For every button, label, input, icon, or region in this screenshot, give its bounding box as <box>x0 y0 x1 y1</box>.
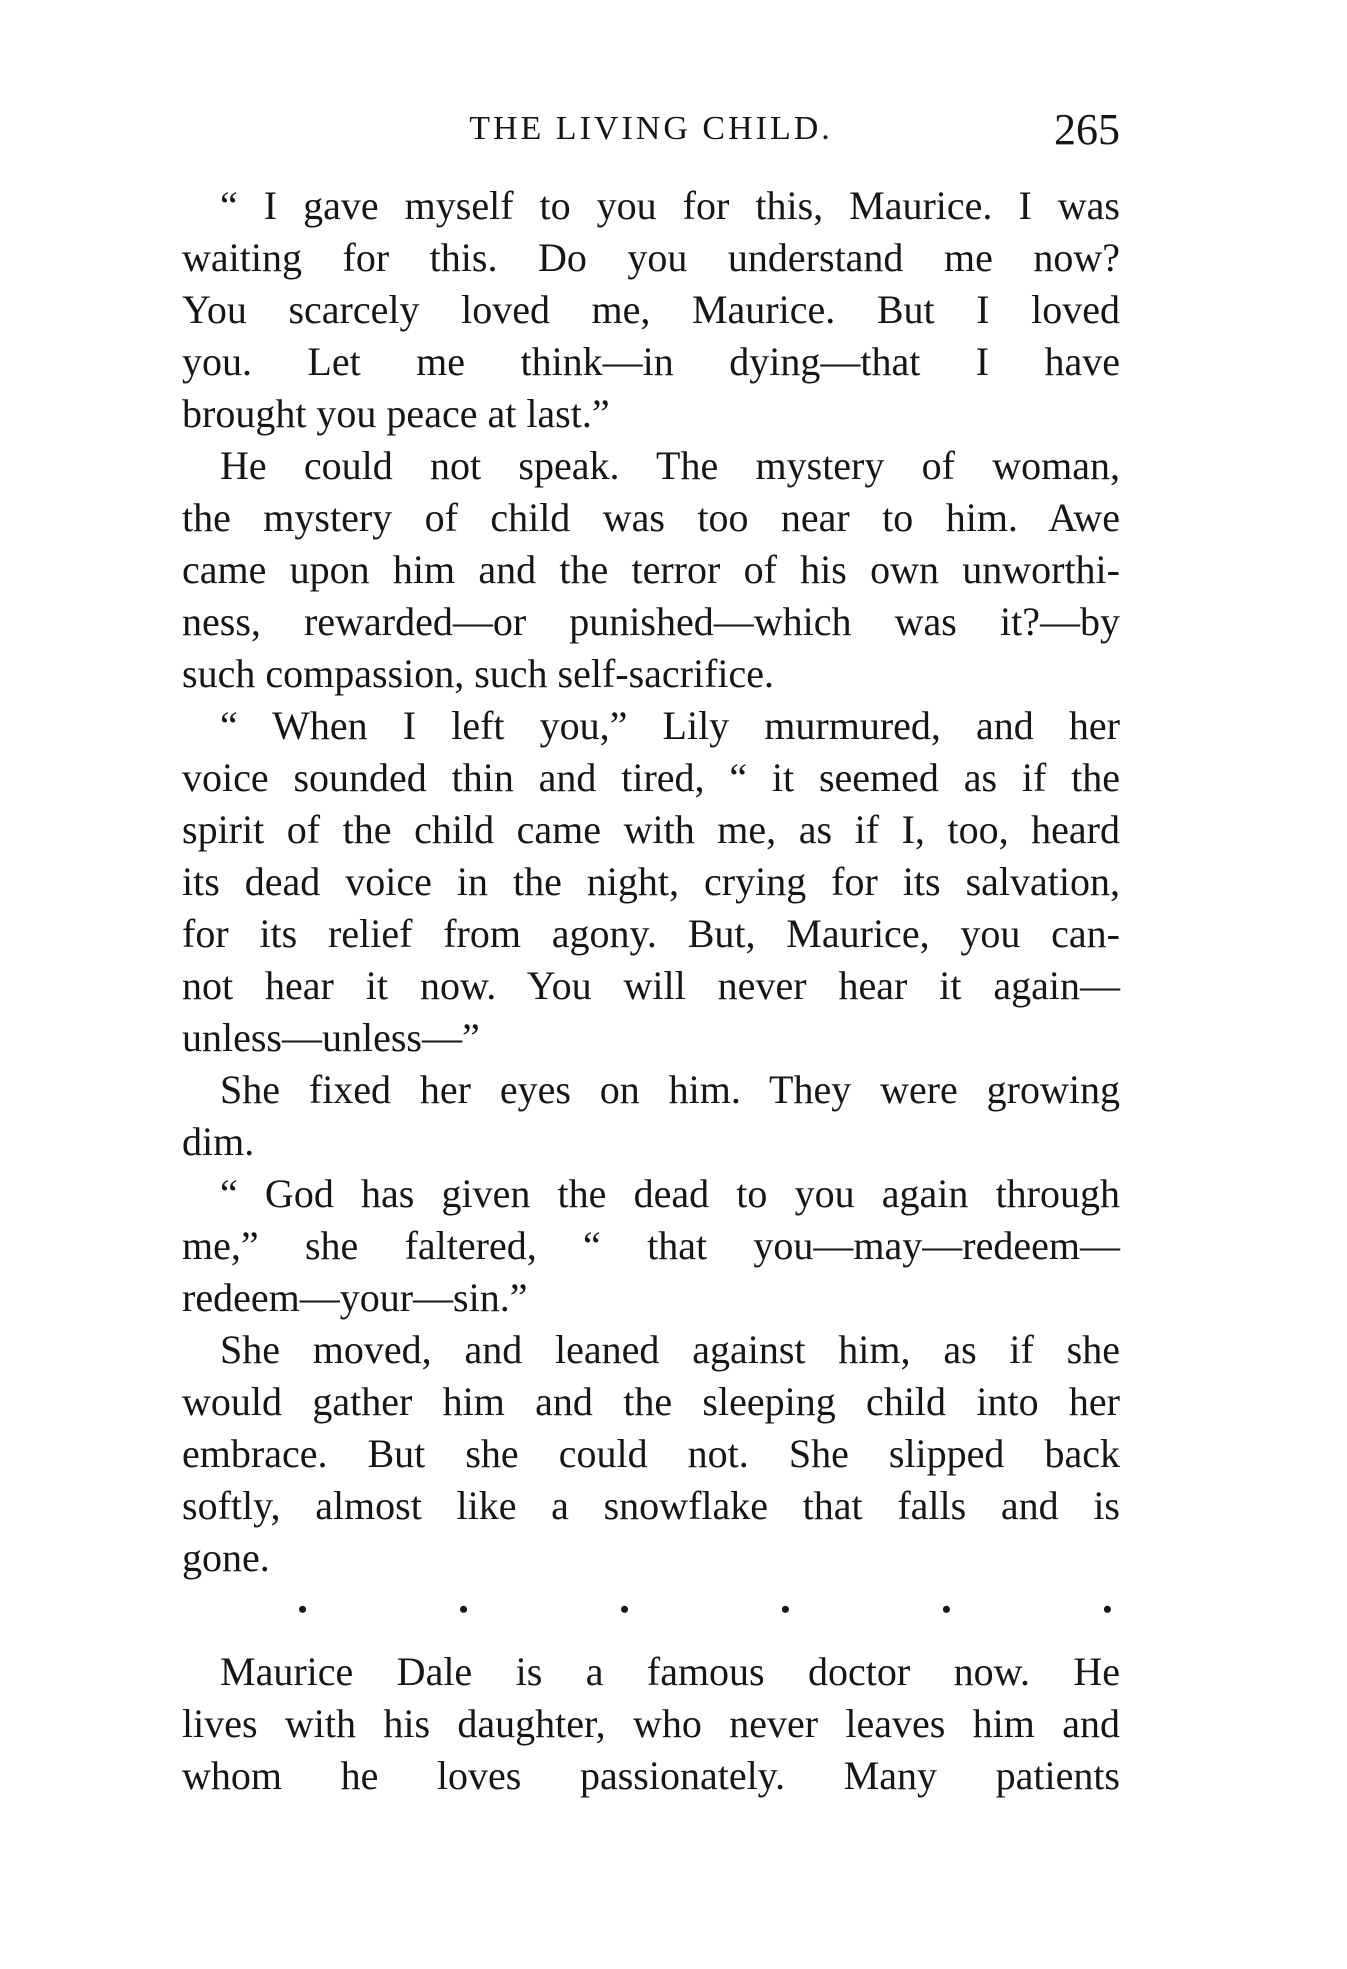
text-line: You scarcely loved me, Maurice. But I loved <box>182 287 1120 332</box>
ornament-dot: • <box>780 1595 791 1624</box>
ornament-dot: • <box>941 1595 951 1624</box>
text-line: She fixed her eyes on him. They were growing <box>220 1067 1120 1112</box>
text-line: “ God has given the dead to you again through <box>220 1171 1120 1216</box>
text-line: ness, rewarded—or punished—which was it?—by <box>182 599 1120 644</box>
text-line: “ When I left you,” Lily murmured, and her <box>220 703 1120 748</box>
section-break-dots <box>182 1584 1120 1636</box>
text-line: such compassion, such self-sacrifice. <box>182 651 775 696</box>
text-line: lives with his daughter, who never leaves him and <box>182 1701 1120 1746</box>
ornament-dot: • <box>619 1595 630 1624</box>
text-line: embrace. But she could not. She slipped back <box>182 1431 1120 1476</box>
text-line: not hear it now. You will never hear it again— <box>182 963 1120 1008</box>
text-line: waiting for this. Do you understand me now? <box>182 235 1120 280</box>
text-line: the mystery of child was too near to him. Awe <box>182 495 1120 540</box>
text-line: me,” she faltered, “ that you—may—redeem— <box>182 1223 1120 1268</box>
text-line: for its relief from agony. But, Maurice, you can- <box>182 911 1120 956</box>
text-line: She moved, and leaned against him, as if she <box>220 1327 1120 1372</box>
body-text <box>182 180 1120 1802</box>
text-line: gone. <box>182 1535 270 1580</box>
text-line: softly, almost like a snowflake that falls and is <box>182 1483 1120 1528</box>
ornament-dot: • <box>1102 1595 1112 1624</box>
ornament-dot: • <box>458 1595 469 1624</box>
text-line: Maurice Dale is a famous doctor now. He <box>220 1649 1120 1694</box>
text-line: unless—unless—” <box>182 1015 480 1060</box>
ornament-dot: • <box>298 1595 308 1624</box>
text-line: spirit of the child came with me, as if I, too, heard <box>182 807 1120 852</box>
text-line: “ I gave myself to you for this, Maurice. I was <box>220 183 1120 228</box>
text-line: its dead voice in the night, crying for its salvation, <box>182 859 1120 904</box>
text-line: He could not speak. The mystery of woman, <box>220 443 1120 488</box>
page-number: 265 <box>1054 105 1120 154</box>
running-header <box>182 104 1120 160</box>
text-line: came upon him and the terror of his own unworthi- <box>182 547 1120 592</box>
text-line: dim. <box>182 1119 255 1164</box>
text-line: whom he loves passionately. Many patients <box>182 1753 1120 1798</box>
text-line: voice sounded thin and tired, “ it seemed as if the <box>182 755 1120 800</box>
text-line: would gather him and the sleeping child into her <box>182 1379 1120 1424</box>
text-line: you. Let me think—in dying—that I have <box>182 339 1120 384</box>
running-title: THE LIVING CHILD. <box>469 110 833 147</box>
text-line: redeem—your—sin.” <box>182 1275 528 1320</box>
text-line: brought you peace at last.” <box>182 391 610 436</box>
